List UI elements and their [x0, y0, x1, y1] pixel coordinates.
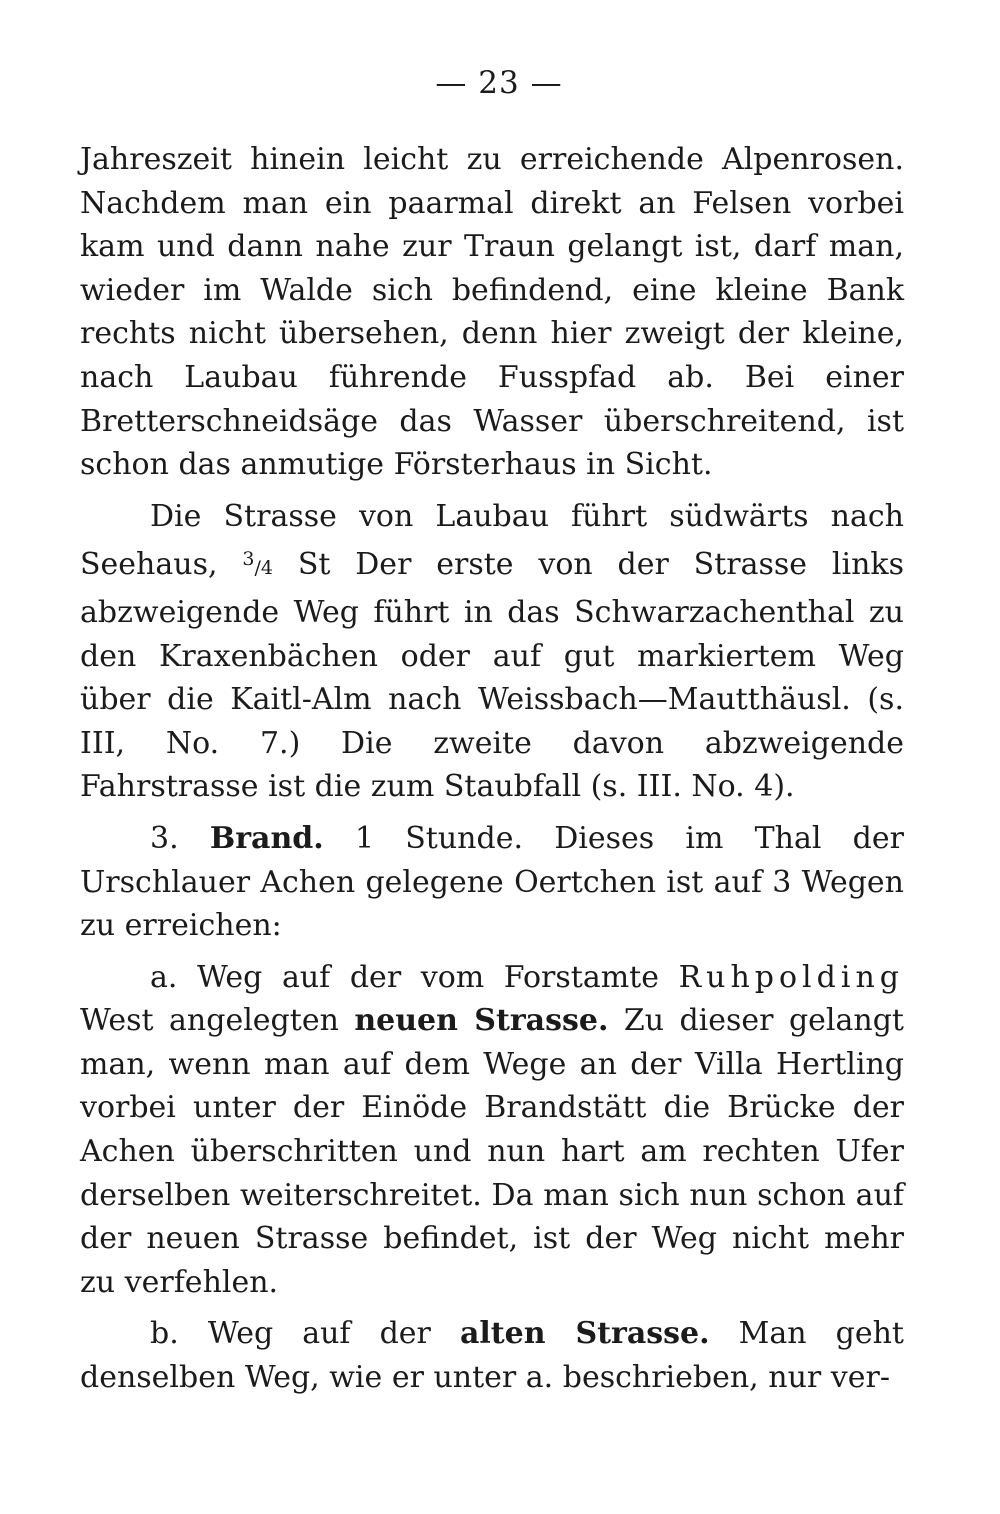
route-label: b.	[150, 1316, 179, 1352]
fraction-numerator: 3	[242, 548, 255, 571]
paragraph-continuation	[80, 138, 904, 487]
bold-term: neuen Strasse.	[354, 1003, 609, 1039]
paragraph-text: Man geht denselben Weg, wie er unter a. beschrieben, nur ver-	[80, 1316, 904, 1396]
bold-term: alten Strasse.	[459, 1316, 710, 1352]
route-b	[80, 1312, 904, 1399]
route-a	[80, 956, 904, 1305]
paragraph-text: Weg auf der vom Forstamte	[197, 959, 659, 995]
paragraph-text: Jahreszeit hinein leicht zu erreichende Alpenrosen. Nachdem man ein paarmal direkt an Felsen vorbei kam und dann nahe zur Traun gelangt ist, darf man, wieder im Walde sich befindend, eine kleine Bank rechts nicht übersehen, denn hier zweigt der kleine, nach Laubau führende Fusspfad ab. Bei einer Bretterschneidsäge das Wasser überschreitend, ist schon das anmutige Försterhaus in Sicht.	[80, 142, 904, 483]
paragraph-text: Zu dieser gelangt man, wenn man auf dem Wege an der Villa Hertling vorbei unter der Einöde Brandstätt die Brücke der Achen überschritten und nun hart am rechten Ufer derselben weiterschreitet. Da man sich nun schon auf der neuen Strasse befindet, ist der Weg nicht mehr zu verfehlen.	[80, 1003, 904, 1300]
fraction-denominator: 4	[260, 557, 273, 580]
route-label: a.	[150, 959, 178, 995]
page-number: — 23 —	[435, 65, 563, 101]
paragraph-text: Weg auf der	[207, 1316, 431, 1352]
paragraph-text: St Der erste von der Strasse links abzweigende Weg führt in das Schwarzachenthal zu den Kraxenbächen oder auf gut markiertem Weg über die Kaitl-Alm nach Weissbach—Mautthäusl. (s. III, No. 7.) Die zweite davon abzweigende Fahrstrasse ist die zum Staubfall (s. III. No. 4).	[80, 547, 904, 805]
spaced-place-name: Ruhpolding	[678, 959, 904, 995]
paragraph-text: 1 Stunde. Dieses im Thal der Urschlauer Achen gelegene Oertchen ist auf 3 Wegen zu erreichen:	[80, 820, 904, 944]
section-title: Brand.	[209, 820, 324, 856]
paragraph-laubau-road	[80, 495, 904, 809]
section-brand	[80, 817, 904, 948]
paragraph-text: Die Strasse von Laubau führt südwärts nach Seehaus,	[80, 498, 904, 583]
section-number: 3.	[150, 820, 179, 856]
paragraph-text: West angelegten	[80, 1003, 339, 1039]
fraction-slash: /	[254, 557, 261, 580]
